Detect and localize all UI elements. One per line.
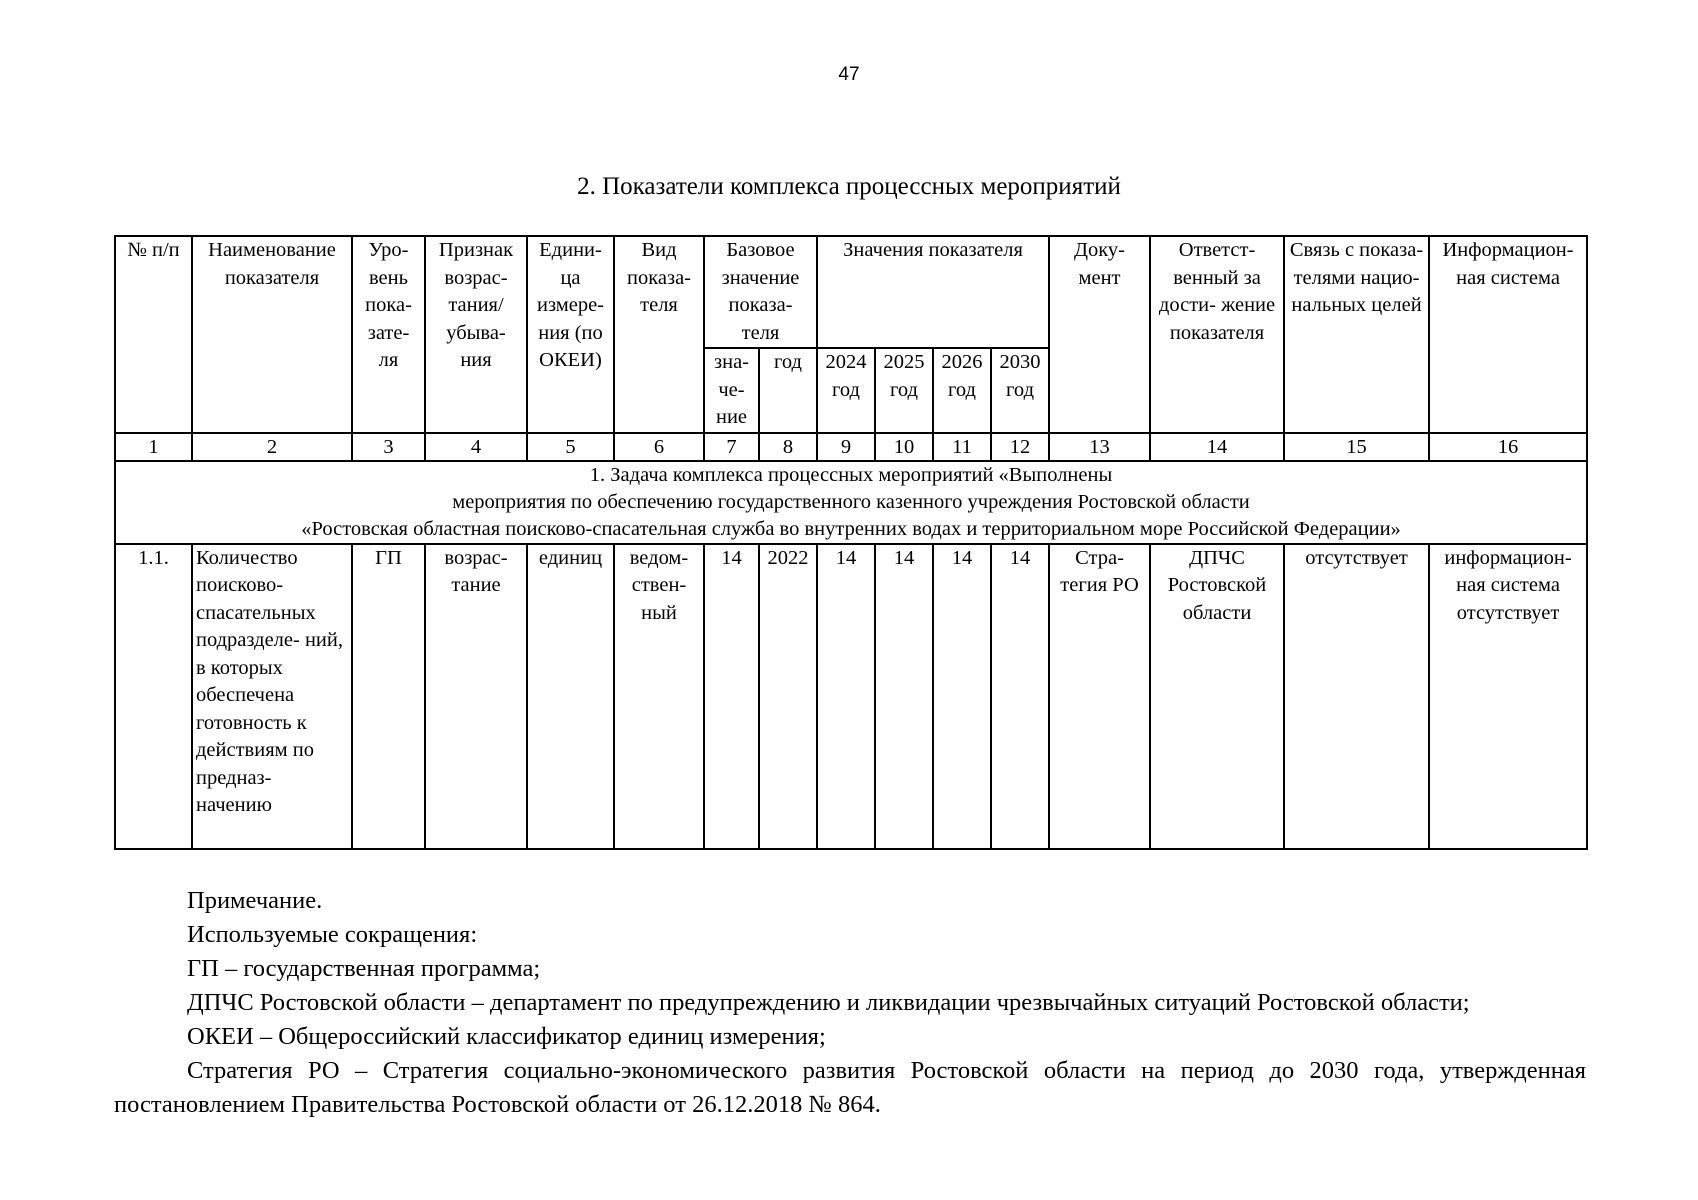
column-number: 6 — [614, 433, 704, 461]
task-line: «Ростовская областная поисково-спасательная служба во внутренних водах и территориальном море Российской Федерации» — [301, 517, 1401, 540]
cell-type: ведом- ствен- ный — [614, 544, 704, 849]
note-line: Стратегия РО – Стратегия социально-экономического развития Ростовской области на период до 2030 года, утвержденная постановлением Правительства Ростовской области от 26.12.2018 № 864. — [114, 1057, 1586, 1118]
cell-info-system: информацион- ная система отсутствует — [1429, 544, 1587, 849]
header-base-year: год — [759, 348, 817, 433]
column-number: 14 — [1150, 433, 1284, 461]
task-heading — [115, 461, 1587, 544]
header-year-2026: 2026 год — [933, 348, 991, 433]
column-number: 4 — [425, 433, 527, 461]
cell-base-year: 2022 — [759, 544, 817, 849]
header-document: Доку- мент — [1049, 236, 1150, 433]
column-number: 3 — [352, 433, 425, 461]
cell-unit: единиц — [527, 544, 614, 849]
note-line: Используемые сокращения: — [187, 921, 478, 948]
task-line: 1. Задача комплекса процессных мероприятий «Выполнены — [589, 463, 1113, 486]
column-number: 1 — [115, 433, 192, 461]
column-number: 5 — [527, 433, 614, 461]
header-name: Наименование показателя — [192, 236, 352, 433]
header-national-goals: Связь с показа- телями нацио- нальных целей — [1284, 236, 1429, 433]
cell-value-2030: 14 — [991, 544, 1049, 849]
section-title: 2. Показатели комплекса процессных мероприятий — [577, 173, 1121, 200]
cell-document: Стра- тегия РО — [1049, 544, 1150, 849]
header-year-2025: 2025 год — [875, 348, 933, 433]
column-number: 15 — [1284, 433, 1429, 461]
cell-national-goals: отсутствует — [1284, 544, 1429, 849]
header-type: Вид показа- теля — [614, 236, 704, 433]
header-row-top — [115, 236, 1587, 348]
cell-num: 1.1. — [115, 544, 192, 849]
column-number: 2 — [192, 433, 352, 461]
header-values-group: Значения показателя — [817, 236, 1049, 348]
note-block — [114, 884, 1586, 1122]
column-number: 7 — [704, 433, 759, 461]
header-num: № п/п — [115, 236, 192, 433]
header-responsible: Ответст- венный за дости- жение показателя — [1150, 236, 1284, 433]
column-number: 16 — [1429, 433, 1587, 461]
column-number: 8 — [759, 433, 817, 461]
header-level: Уро- вень пока- зате- ля — [352, 236, 425, 433]
header-base-group: Базовое значение показа- теля — [704, 236, 817, 348]
column-number-row — [115, 433, 1587, 461]
task-row — [115, 461, 1587, 544]
cell-value-2025: 14 — [875, 544, 933, 849]
cell-responsible: ДПЧС Ростовской области — [1150, 544, 1284, 849]
note-line: ГП – государственная программа; — [187, 955, 541, 982]
column-number: 12 — [991, 433, 1049, 461]
cell-base-value: 14 — [704, 544, 759, 849]
column-number: 11 — [933, 433, 991, 461]
header-sign: Признак возрас- тания/ убыва- ния — [425, 236, 527, 433]
note-line: ОКЕИ – Общероссийский классификатор единиц измерения; — [187, 1023, 826, 1050]
header-year-2024: 2024 год — [817, 348, 875, 433]
task-line: мероприятия по обеспечению государственного казенного учреждения Ростовской области — [452, 490, 1250, 513]
indicators-table — [114, 235, 1588, 850]
header-year-2030: 2030 год — [991, 348, 1049, 433]
cell-name: Количество поисково- спасательных подразделе- ний, в которых обеспечена готовность к действиям по предназ- начению — [192, 544, 352, 849]
note-line: ДПЧС Ростовской области – департамент по предупреждению и ликвидации чрезвычайных ситуаций Ростовской области; — [187, 989, 1470, 1016]
cell-value-2026: 14 — [933, 544, 991, 849]
header-base-value: зна- че- ние — [704, 348, 759, 433]
column-number: 13 — [1049, 433, 1150, 461]
cell-sign: возрас- тание — [425, 544, 527, 849]
column-number: 10 — [875, 433, 933, 461]
header-unit: Едини- ца измере- ния (по ОКЕИ) — [527, 236, 614, 433]
note-title: Примечание. — [187, 887, 323, 914]
cell-level: ГП — [352, 544, 425, 849]
header-info-system: Информацион- ная система — [1429, 236, 1587, 433]
page-number: 47 — [838, 64, 860, 85]
cell-value-2024: 14 — [817, 544, 875, 849]
column-number: 9 — [817, 433, 875, 461]
table-row — [115, 544, 1587, 849]
